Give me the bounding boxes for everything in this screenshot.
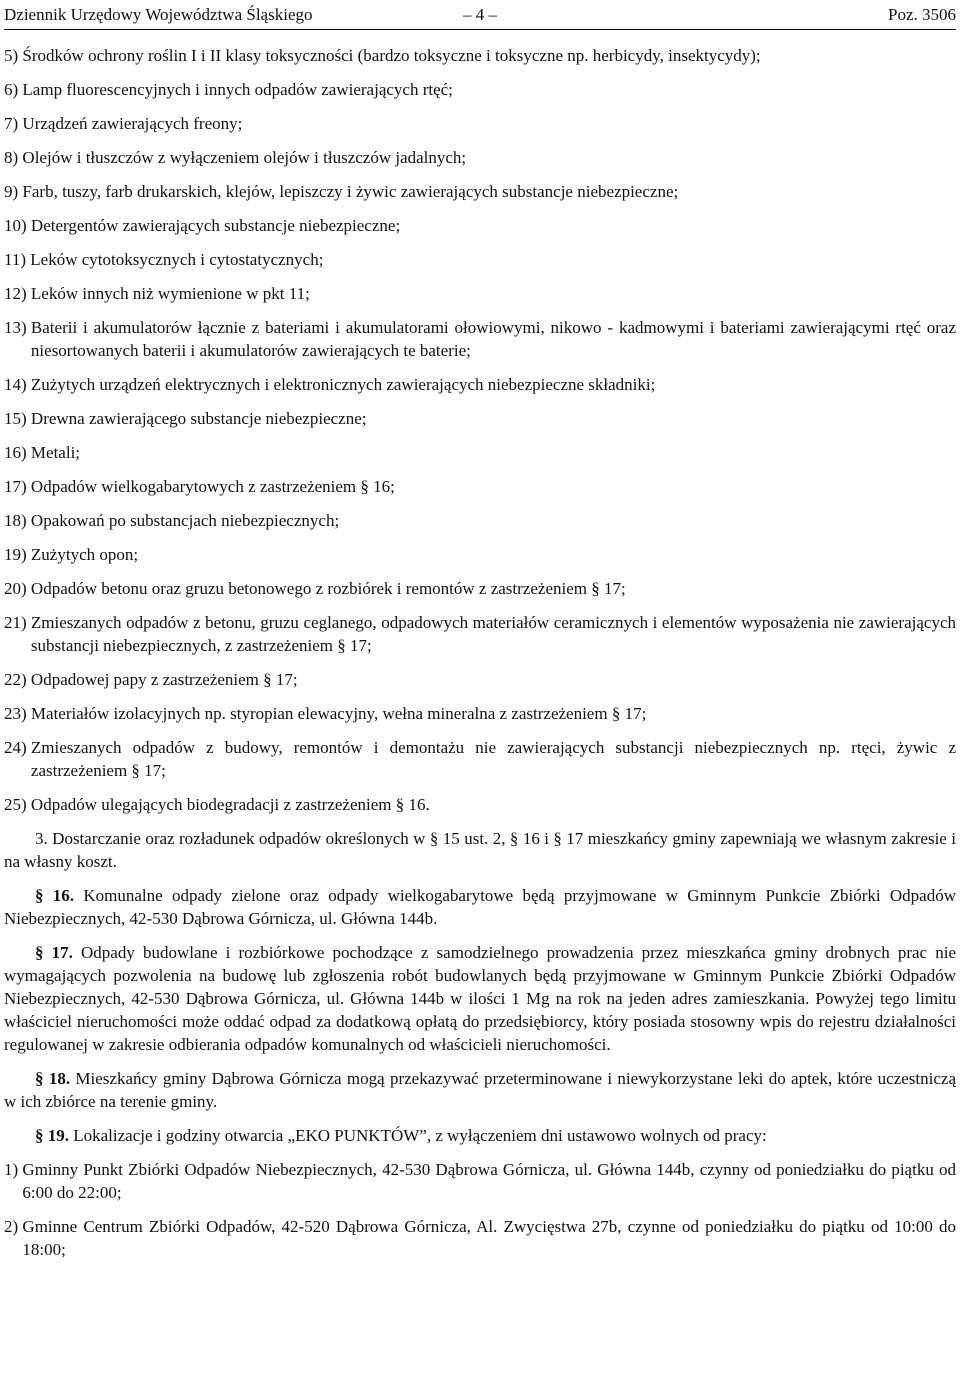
list-item: 21) Zmieszanych odpadów z betonu, gruzu ceglanego, odpadowych materiałów ceramicznych i elementów wyposażenia nie zawierających substancji niebezpiecznych, z zastrzeżeniem § 17; [4, 613, 956, 655]
list-item: 15) Drewna zawierającego substancje niebezpieczne; [4, 409, 367, 428]
list-item: 16) Metali; [4, 443, 81, 462]
location-item: 1) Gminny Punkt Zbiórki Odpadów Niebezpiecznych, 42-530 Dąbrowa Górnicza, ul. Główna 144b, czynny od poniedziałku do piątku od 6:00 do 22:00; [4, 1160, 956, 1202]
list-item: 10) Detergentów zawierających substancje niebezpieczne; [4, 216, 401, 235]
position-number: Poz. 3506 [888, 4, 956, 24]
list-item: 5) Środków ochrony roślin I i II klasy toksyczności (bardzo toksyczne i toksyczne np. herbicydy, insektycydy); [4, 46, 761, 65]
paragraph-3: 3. Dostarczanie oraz rozładunek odpadów określonych w § 15 ust. 2, § 16 i § 17 mieszkańcy gminy zapewniają we własnym zakresie i na własny koszt. [4, 829, 956, 871]
section-17: § 17. Odpady budowlane i rozbiórkowe pochodzące z samodzielnego prowadzenia przez mieszkańca gminy drobnych prac nie wymagających pozwolenia na budowę lub zgłoszenia robót budowlanych będą przyjmowane w Gminnym Punkcie Zbiórki Odpadów Niebezpiecznych, 42-530 Dąbrowa Górnicza, ul. Główna 144b w ilości 1 Mg na rok na jeden adres zamieszkania. Powyżej tego limitu właściciel nieruchomości może oddać odpad za dodatkową opłatą do przedsiębiorcy, który posiada stosowny wpis do rejestru działalności regulowanej w zakresie odbierania odpadów komunalnych od właścicieli nieruchomości. [4, 943, 956, 1054]
section-19: § 19. Lokalizacje i godziny otwarcia „EKO PUNKTÓW”, z wyłączeniem dni ustawowo wolnych od pracy: [35, 1126, 767, 1145]
header-divider [4, 29, 956, 30]
list-item: 8) Olejów i tłuszczów z wyłączeniem olejów i tłuszczów jadalnych; [4, 148, 467, 167]
list-item: 18) Opakowań po substancjach niebezpiecznych; [4, 511, 340, 530]
list-item: 24) Zmieszanych odpadów z budowy, remontów i demontażu nie zawierających substancji niebezpiecznych np. rtęci, żywic z zastrzeżeniem § 17; [4, 738, 956, 780]
list-item: 9) Farb, tuszy, farb drukarskich, klejów, lepiszczy i żywic zawierających substancje niebezpieczne; [4, 182, 679, 201]
page-header [4, 2, 956, 26]
journal-title: Dziennik Urzędowy Województwa Śląskiego [4, 4, 313, 24]
list-item: 7) Urządzeń zawierających freony; [4, 114, 243, 133]
list-item: 13) Baterii i akumulatorów łącznie z bateriami i akumulatorami ołowiowymi, nikowo - kadmowymi i bateriami zawierającymi rtęć oraz niesortowanych baterii i akumulatorów zawierających te baterie; [4, 318, 956, 360]
list-item: 25) Odpadów ulegających biodegradacji z zastrzeżeniem § 16. [4, 795, 430, 814]
list-item: 14) Zużytych urządzeń elektrycznych i elektronicznych zawierających niebezpieczne składniki; [4, 375, 656, 394]
location-item: 2) Gminne Centrum Zbiórki Odpadów, 42-520 Dąbrowa Górnicza, Al. Zwycięstwa 27b, czynne od poniedziałku do piątku od 10:00 do 18:00; [4, 1217, 956, 1259]
list-item: 12) Leków innych niż wymienione w pkt 11; [4, 284, 310, 303]
page-number: – 4 – [463, 4, 497, 24]
section-18: § 18. Mieszkańcy gminy Dąbrowa Górnicza mogą przekazywać przeterminowane i niewykorzystane leki do aptek, które uczestniczą w ich zbiórce na terenie gminy. [4, 1069, 956, 1111]
section-16: § 16. Komunalne odpady zielone oraz odpady wielkogabarytowe będą przyjmowane w Gminnym Punkcie Zbiórki Odpadów Niebezpiecznych, 42-530 Dąbrowa Górnicza, ul. Główna 144b. [4, 886, 957, 928]
document-body [4, 40, 956, 1261]
list-item: 6) Lamp fluorescencyjnych i innych odpadów zawierających rtęć; [4, 80, 453, 99]
list-item: 11) Leków cytotoksycznych i cytostatycznych; [4, 250, 324, 269]
list-item: 17) Odpadów wielkogabarytowych z zastrzeżeniem § 16; [4, 477, 395, 496]
list-item: 20) Odpadów betonu oraz gruzu betonowego z rozbiórek i remontów z zastrzeżeniem § 17; [4, 579, 626, 598]
list-item: 19) Zużytych opon; [4, 545, 139, 564]
list-item: 23) Materiałów izolacyjnych np. styropian elewacyjny, wełna mineralna z zastrzeżeniem § 17; [4, 704, 647, 723]
list-item: 22) Odpadowej papy z zastrzeżeniem § 17; [4, 670, 298, 689]
